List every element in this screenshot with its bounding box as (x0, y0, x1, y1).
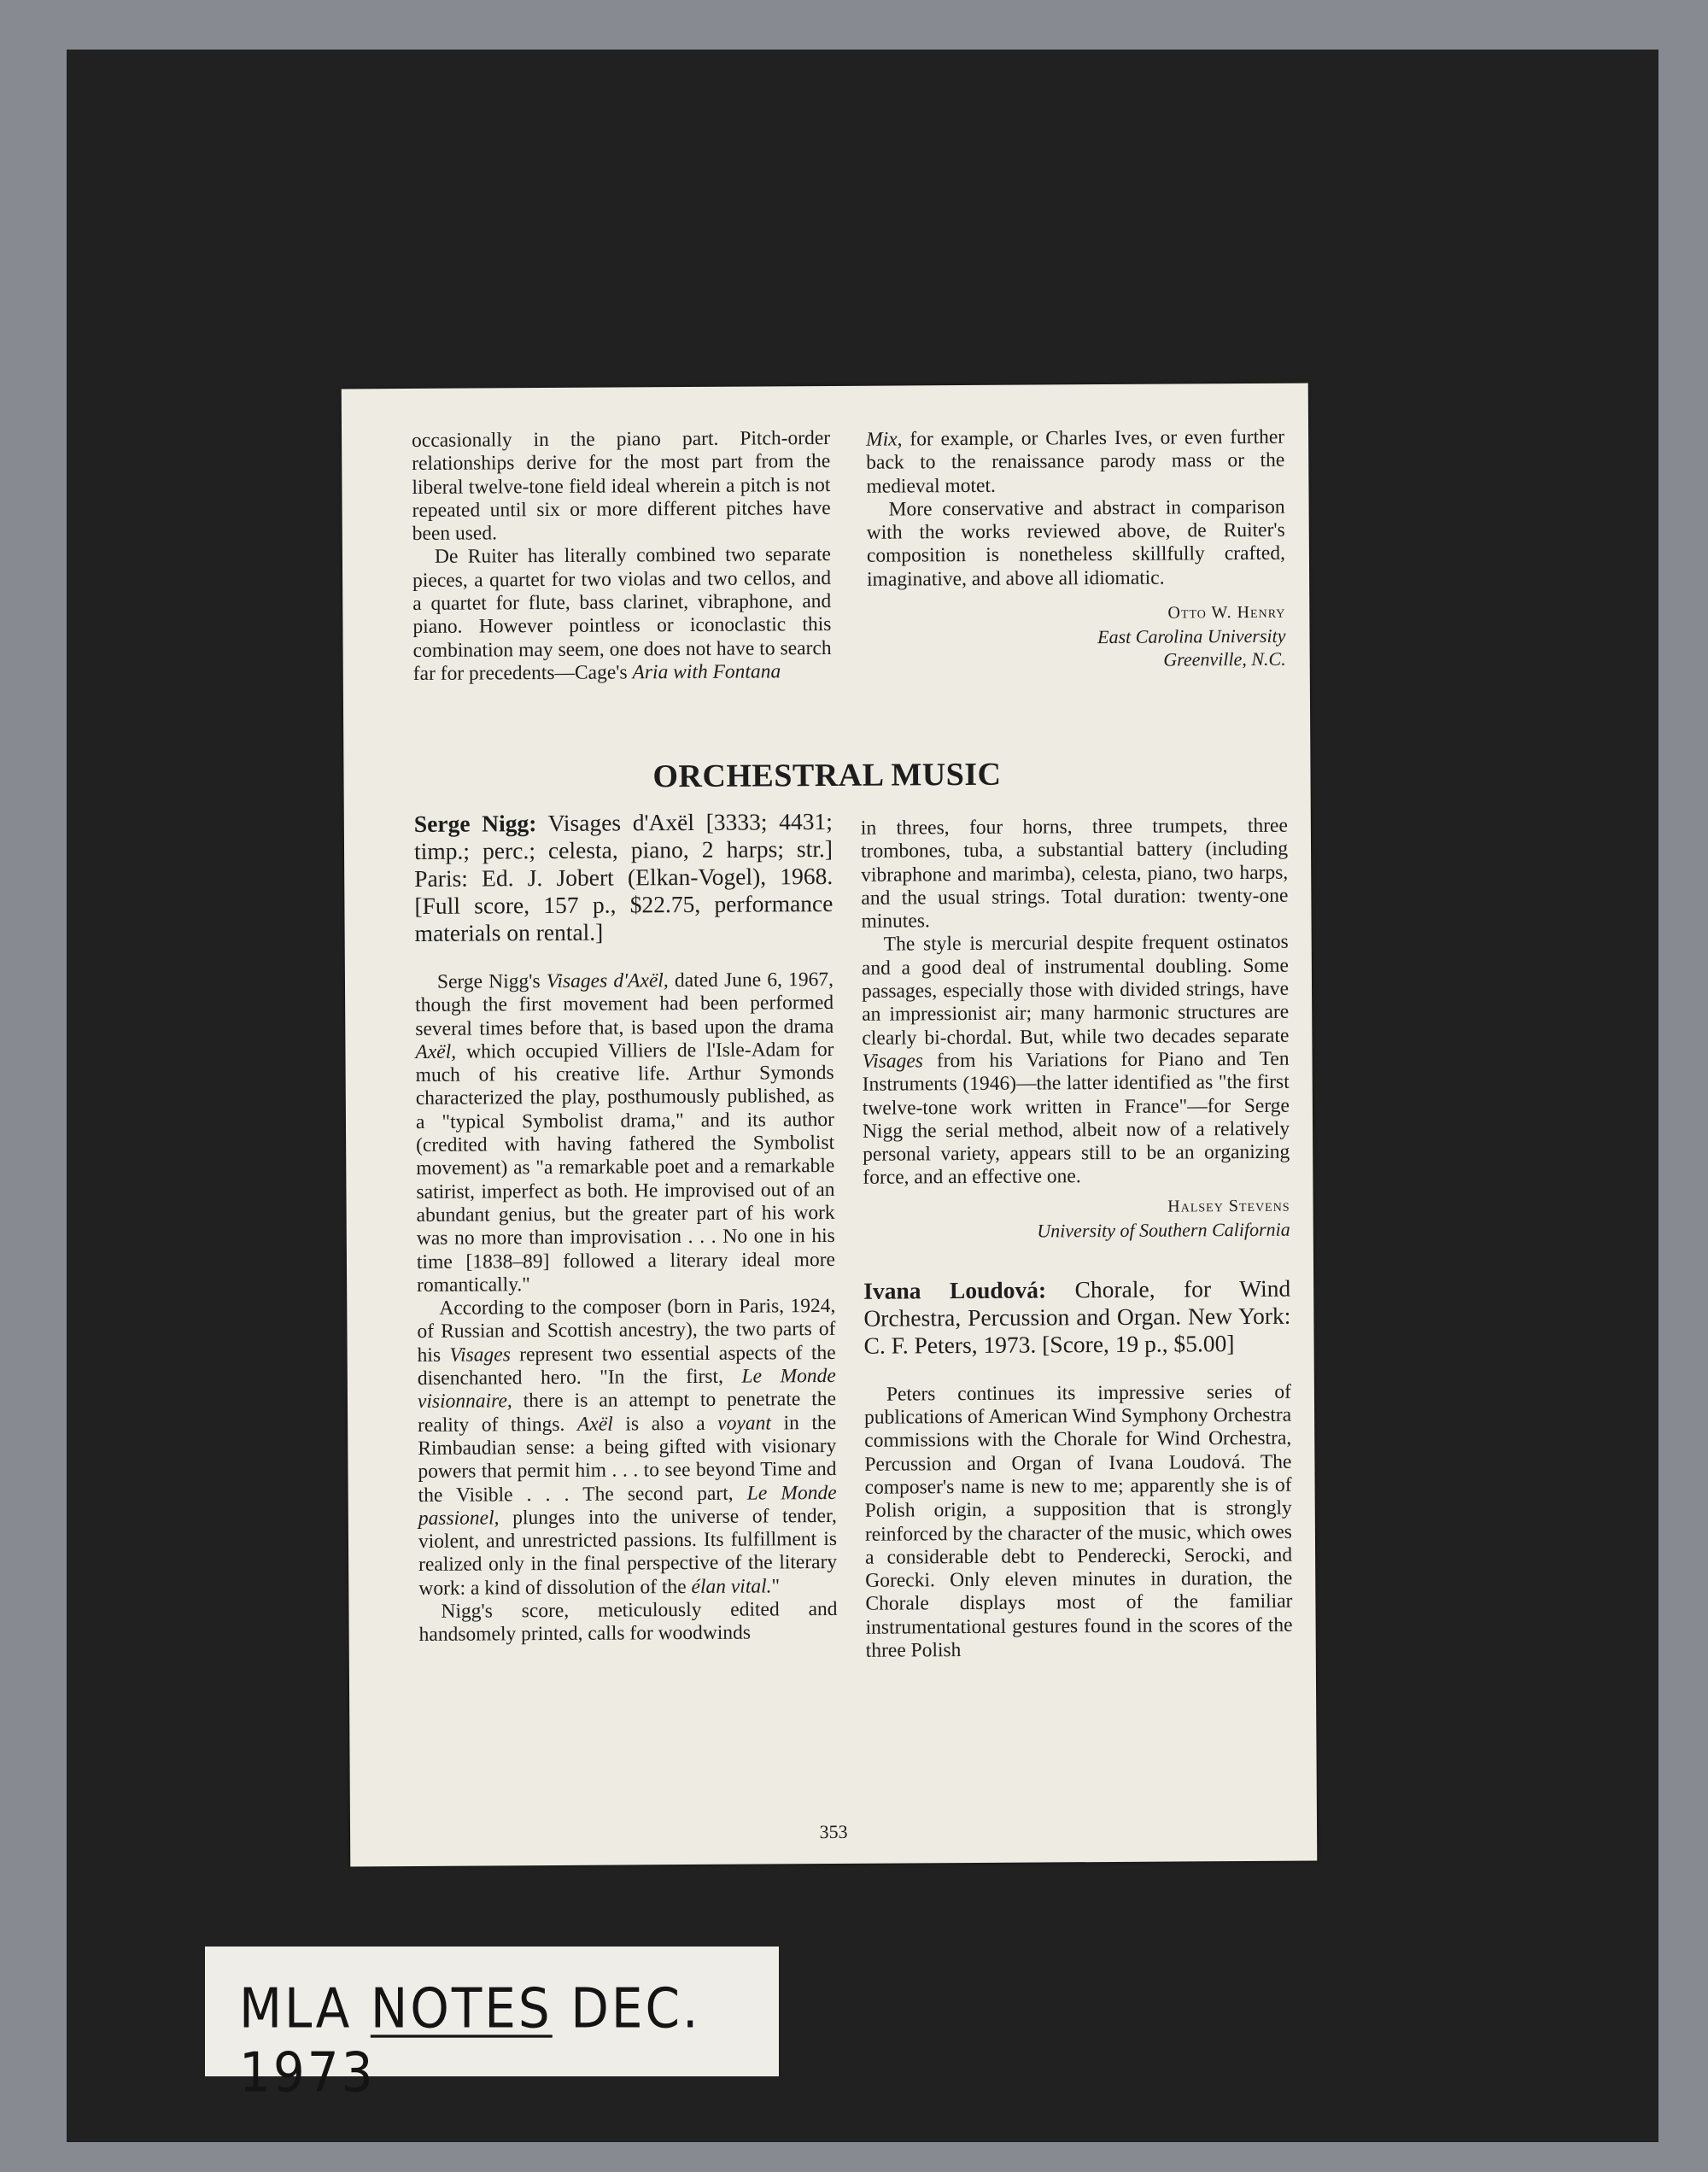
reviewer-affiliation: East Carolina University (1097, 624, 1286, 648)
reviewer-name: Otto W. Henry (1167, 602, 1286, 623)
bottom-right-column (861, 815, 1293, 1663)
handwritten-label (205, 1947, 779, 2105)
reviewer-affiliation: University of Southern California (1037, 1218, 1290, 1242)
reviewer-signature (863, 1194, 1290, 1243)
reviewer-signature (867, 601, 1285, 673)
paragraph: More conservative and abstract in comparison with the works reviewed above, de Ruiter's composition is nonetheless skillfully crafted, imaginative, and above all idiomatic. (866, 495, 1286, 591)
paragraph: De Ruiter has literally combined two separate pieces, a quartet for two violas and two cellos, and a quartet for flute, bass clarinet, vibraphone, and piano. However pointless or iconoclastic this combination may seem, one does not have to search far for precedents—Cage's Aria with Fontana (412, 543, 832, 685)
reviewer-location: Greenville, N.C. (1163, 647, 1286, 670)
paragraph: Serge Nigg's Visages d'Axël, dated June 6, 1967, though the first movement had been performed several times before that, is based upon the drama Axël, which occupied Villiers de l'Isle-Adam for much of his creative life. Arthur Symonds characterized the play, posthumously published, as a "typical Symbolist drama," and its author (credited with having fathered the Symbolist movement) as "a remarkable poet and a remarkable satirist, imperfect as both. He improvised out of an abundant genius, but the greater part of his work was no more than improvisation . . . No one in his time [1838–89] followed a literary ideal more romantically." (415, 968, 836, 1297)
paragraph: occasionally in the piano part. Pitch-order relationships derive for the most part from the liberal twelve-tone field ideal wherein a pitch is not repeated until six or more different pitches have been used. (412, 426, 831, 546)
paragraph: The style is mercurial despite frequent ostinatos and a good deal of instrumental doubling. Some passages, especially those with divided strings, have an impressionist air; many harmonic structures are clearly bi-chordal. But, while two decades separate Visages from his Variations for Piano and Ten Instruments (1946)—the latter identified as "the first twelve-tone work written in France"—for Serge Nigg the serial method, albeit now of a relatively personal variety, appears still to be an organizing force, and an effective one. (861, 931, 1290, 1190)
paragraph: Mix, for example, or Charles Ives, or even further back to the renaissance parody mass or the medieval motet. (866, 425, 1285, 498)
paragraph: According to the composer (born in Paris, 1924, of Russian and Scottish ancestry), the two parts of his Visages represent two essential aspects of the disenchanted hero. "In the first, Le Monde visionnaire, there is an attempt to penetrate the reality of things. Axël is also a voyant in the Rimbaudian sense: a being gifted with visionary powers that permit him . . . to see beyond Time and the Visible . . . The second part, Le Monde passionel, plunges into the universe of tender, violent, and unrestricted passions. Its fulfillment is realized only in the final perspective of the literary work: a kind of dissolution of the élan vital." (417, 1295, 838, 1600)
bibliographic-entry: Ivana Loudová: Chorale, for Wind Orchestra, Percussion and Organ. New York: C. F. Peters, 1973. [Score, 19 p., $5.00] (863, 1274, 1291, 1359)
page-number: 353 (819, 1820, 848, 1843)
bottom-left-column (414, 808, 838, 1648)
top-right-column (866, 426, 1286, 673)
top-left-column (412, 427, 832, 686)
paragraph: Peters continues its impressive series of publications of American Wind Symphony Orchestra commissions with the Chorale for Wind Orchestra, Percussion and Organ of Ivana Loudová. The composer's name is new to me; apparently she is of Polish origin, a supposition that is strongly reinforced by the character of the music, which owes a considerable debt to Penderecki, Serocki, and Gorecki. Only eleven minutes in duration, the Chorale displays most of the familiar instrumentational gestures found in the scores of the three Polish (864, 1380, 1293, 1662)
section-heading: ORCHESTRAL MUSIC (652, 756, 1002, 795)
reviewer-name: Halsey Stevens (1167, 1196, 1290, 1216)
journal-page-clipping (342, 383, 1318, 1867)
bibliographic-entry: Serge Nigg: Visages d'Axël [3333; 4431; timp.; perc.; celesta, piano, 2 harps; str.] Paris: Ed. J. Jobert (Elkan-Vogel), 1968. [Full score, 157 p., $22.75, performance materials on rental.] (413, 807, 834, 946)
paragraph: in threes, four horns, three trumpets, three trombones, tuba, a substantial battery (including vibraphone and marimba), celesta, piano, two harps, and the usual strings. Total duration: twenty-one minutes. (860, 814, 1289, 933)
label-text: MLA NOTES DEC. 1973 (239, 1976, 701, 2105)
paragraph: Nigg's score, meticulously edited and handsomely printed, calls for woodwinds (418, 1597, 838, 1647)
